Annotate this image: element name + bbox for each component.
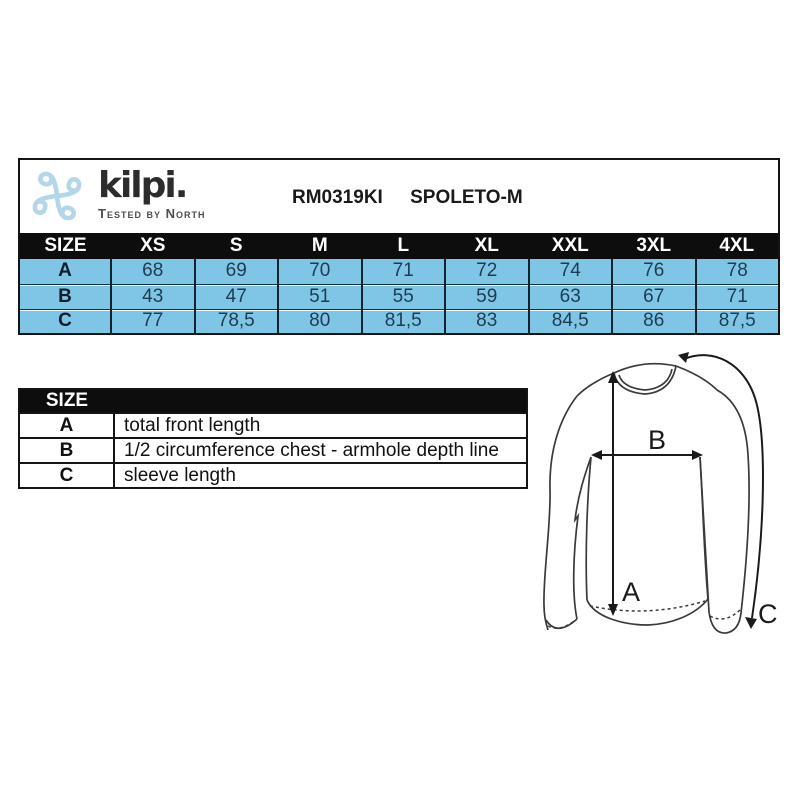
legend-letter: C — [19, 463, 114, 488]
legend-row-b — [19, 438, 527, 463]
cell-value: 47 — [195, 284, 279, 309]
measurement-row-c — [19, 309, 779, 334]
size-col-header: 4XL — [696, 233, 780, 259]
cell-value: 55 — [362, 284, 446, 309]
size-header-row — [19, 233, 779, 259]
diagram-label-b: B — [648, 425, 667, 455]
cell-value: 70 — [278, 259, 362, 284]
kilpi-knot-icon — [30, 165, 84, 227]
brand-header-cell — [19, 159, 779, 233]
measurement-arrows — [591, 352, 763, 629]
legend-header-label: SIZE — [19, 389, 114, 413]
legend-letter: A — [19, 413, 114, 438]
legend-header-row — [19, 389, 527, 413]
cell-value: 59 — [445, 284, 529, 309]
cell-value: 86 — [612, 309, 696, 334]
legend-header-spacer — [114, 389, 527, 413]
measurement-row-a — [19, 259, 779, 284]
cell-value: 71 — [696, 284, 780, 309]
cell-value: 43 — [111, 284, 195, 309]
cell-value: 78,5 — [195, 309, 279, 334]
size-corner-header: SIZE — [19, 233, 111, 259]
size-col-header: XS — [111, 233, 195, 259]
diagram-label-c: C — [758, 599, 778, 629]
brand-wordmark: kilpi. — [98, 165, 187, 206]
measurement-legend-table — [18, 388, 528, 489]
logo-text — [98, 165, 206, 221]
cell-value: 80 — [278, 309, 362, 334]
cell-value: 84,5 — [529, 309, 613, 334]
measurement-row-b — [19, 284, 779, 309]
size-col-header: XXL — [529, 233, 613, 259]
legend-description: total front length — [114, 413, 527, 438]
brand-tagline: Tested by North — [98, 206, 206, 221]
shirt-measurement-diagram — [528, 338, 800, 670]
size-col-header: L — [362, 233, 446, 259]
row-label: A — [19, 259, 111, 284]
cell-value: 63 — [529, 284, 613, 309]
row-label: B — [19, 284, 111, 309]
cell-value: 78 — [696, 259, 780, 284]
cell-value: 71 — [362, 259, 446, 284]
size-col-header: XL — [445, 233, 529, 259]
product-name: SPOLETO-M — [410, 187, 523, 208]
cell-value: 51 — [278, 284, 362, 309]
legend-row-a — [19, 413, 527, 438]
legend-description: 1/2 circumference chest - armhole depth line — [114, 438, 527, 463]
cell-value: 68 — [111, 259, 195, 284]
shirt-outline — [544, 364, 749, 633]
legend-row-c — [19, 463, 527, 488]
cell-value: 76 — [612, 259, 696, 284]
cell-value: 72 — [445, 259, 529, 284]
cell-value: 74 — [529, 259, 613, 284]
product-title — [292, 187, 523, 209]
cell-value: 87,5 — [696, 309, 780, 334]
size-col-header: S — [195, 233, 279, 259]
kilpi-logo — [30, 165, 206, 227]
diagram-label-a: A — [622, 577, 641, 607]
cell-value: 69 — [195, 259, 279, 284]
size-col-header: M — [278, 233, 362, 259]
row-label: C — [19, 309, 111, 334]
brand-header-row — [19, 159, 779, 233]
legend-letter: B — [19, 438, 114, 463]
legend-description: sleeve length — [114, 463, 527, 488]
cell-value: 81,5 — [362, 309, 446, 334]
cell-value: 77 — [111, 309, 195, 334]
cell-value: 67 — [612, 284, 696, 309]
size-col-header: 3XL — [612, 233, 696, 259]
cell-value: 83 — [445, 309, 529, 334]
size-chart-table — [18, 158, 780, 335]
product-code: RM0319KI — [292, 187, 383, 208]
